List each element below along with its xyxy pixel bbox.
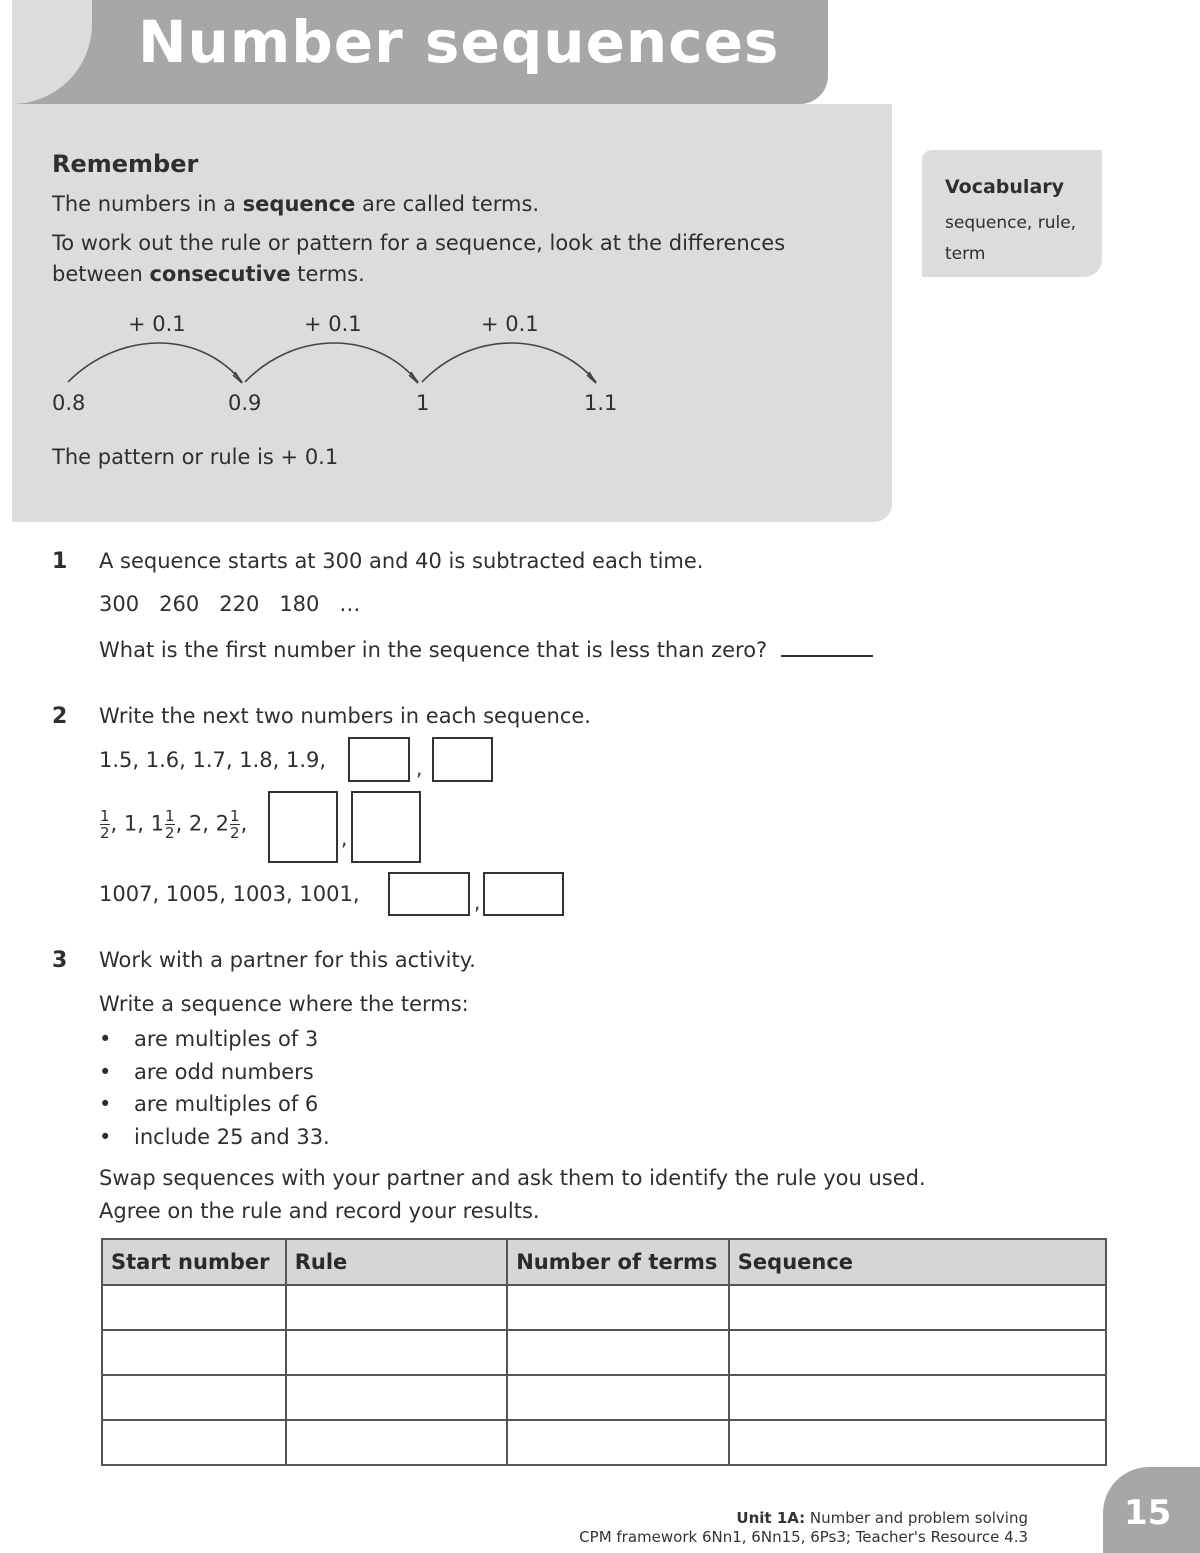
question-3-swap-1: Swap sequences with your partner and ask them to identify the rule you used. (99, 1166, 926, 1190)
list-item: • are multiples of 3 (99, 1023, 330, 1056)
table-cell[interactable] (729, 1375, 1106, 1420)
column-header: Rule (286, 1239, 507, 1285)
table-row (102, 1285, 1106, 1330)
remember-heading: Remember (52, 150, 199, 178)
remember-line-3: between consecutive terms. (52, 262, 365, 286)
remember-line-2: To work out the rule or pattern for a sequence, look at the differences (52, 231, 786, 255)
question-1-sequence: 300 260 220 180 … (99, 592, 361, 616)
answer-box[interactable] (268, 791, 338, 863)
answer-box[interactable] (348, 737, 410, 782)
column-header: Number of terms (507, 1239, 729, 1285)
table-row (102, 1375, 1106, 1420)
answer-box[interactable] (483, 872, 564, 916)
column-header: Sequence (729, 1239, 1106, 1285)
sequence-term: 1.1 (584, 391, 618, 415)
comma: , (341, 826, 348, 850)
page-number: 15 (1124, 1493, 1172, 1533)
vocabulary-heading: Vocabulary (945, 176, 1065, 198)
table-cell[interactable] (507, 1420, 729, 1465)
table-cell[interactable] (729, 1420, 1106, 1465)
list-item: • include 25 and 33. (99, 1121, 330, 1154)
sequence-term: 1 (416, 391, 430, 415)
question-3-line-2: Write a sequence where the terms: (99, 992, 469, 1016)
question-1-number: 1 (52, 549, 68, 574)
step-label: + 0.1 (128, 312, 186, 336)
table-cell[interactable] (286, 1420, 507, 1465)
remember-line-1: The numbers in a sequence are called terms. (52, 192, 540, 216)
step-label: + 0.1 (304, 312, 362, 336)
term-sequence: sequence (242, 192, 356, 216)
sequence-term: 0.9 (228, 391, 262, 415)
table-header-row (102, 1239, 1106, 1285)
answer-line[interactable] (781, 639, 873, 657)
pattern-rule: The pattern or rule is + 0.1 (52, 445, 339, 469)
list-item: • are multiples of 6 (99, 1088, 330, 1121)
step-label: + 0.1 (481, 312, 539, 336)
table-row (102, 1420, 1106, 1465)
question-2-number: 2 (52, 704, 68, 729)
vocabulary-words: sequence, rule, term (945, 213, 1077, 264)
table-cell[interactable] (102, 1375, 286, 1420)
column-header: Start number (102, 1239, 286, 1285)
question-3-number: 3 (52, 948, 68, 973)
table-cell[interactable] (102, 1285, 286, 1330)
question-3-swap-2: Agree on the rule and record your results. (99, 1199, 540, 1223)
term-consecutive: consecutive (149, 262, 291, 286)
results-table (101, 1238, 1107, 1466)
sequence-row-3: 1007, 1005, 1003, 1001, (99, 882, 360, 906)
table-cell[interactable] (729, 1330, 1106, 1375)
comma: , (416, 756, 423, 780)
question-3-line-1: Work with a partner for this activity. (99, 948, 476, 972)
fraction-half: $\frac{1}{2}$ (100, 807, 110, 842)
term-conditions-list (99, 1023, 330, 1153)
question-1-prompt: What is the first number in the sequence that is less than zero? (99, 638, 873, 662)
page-title: Number sequences (138, 8, 780, 76)
unit-label: Unit 1A: Number and problem solving (736, 1509, 1028, 1527)
framework-reference: CPM framework 6Nn1, 6Nn15, 6Ps3; Teacher's Resource 4.3 (579, 1528, 1028, 1546)
question-2-instruction: Write the next two numbers in each sequence. (99, 704, 591, 728)
table-cell[interactable] (507, 1375, 729, 1420)
table-cell[interactable] (507, 1330, 729, 1375)
sequence-row-2: $\frac{1}{2}$ , 1, 1 $\frac{1}{2}$ , 2, 2 $\frac{1}{2}$ , (100, 807, 248, 842)
question-1-intro: A sequence starts at 300 and 40 is subtracted each time. (99, 549, 704, 573)
table-row (102, 1330, 1106, 1375)
table-cell[interactable] (102, 1420, 286, 1465)
comma: , (474, 890, 481, 914)
list-item: • are odd numbers (99, 1056, 330, 1089)
answer-box[interactable] (351, 791, 421, 863)
answer-box[interactable] (388, 872, 470, 916)
table-cell[interactable] (102, 1330, 286, 1375)
table-cell[interactable] (286, 1285, 507, 1330)
fraction-half: $\frac{1}{2}$ (230, 807, 240, 842)
table-cell[interactable] (286, 1375, 507, 1420)
answer-box[interactable] (432, 737, 493, 782)
table-cell[interactable] (729, 1285, 1106, 1330)
sequence-row-1: 1.5, 1.6, 1.7, 1.8, 1.9, (99, 748, 327, 772)
fraction-half: $\frac{1}{2}$ (165, 807, 175, 842)
sequence-term: 0.8 (52, 391, 86, 415)
table-cell[interactable] (286, 1330, 507, 1375)
table-cell[interactable] (507, 1285, 729, 1330)
